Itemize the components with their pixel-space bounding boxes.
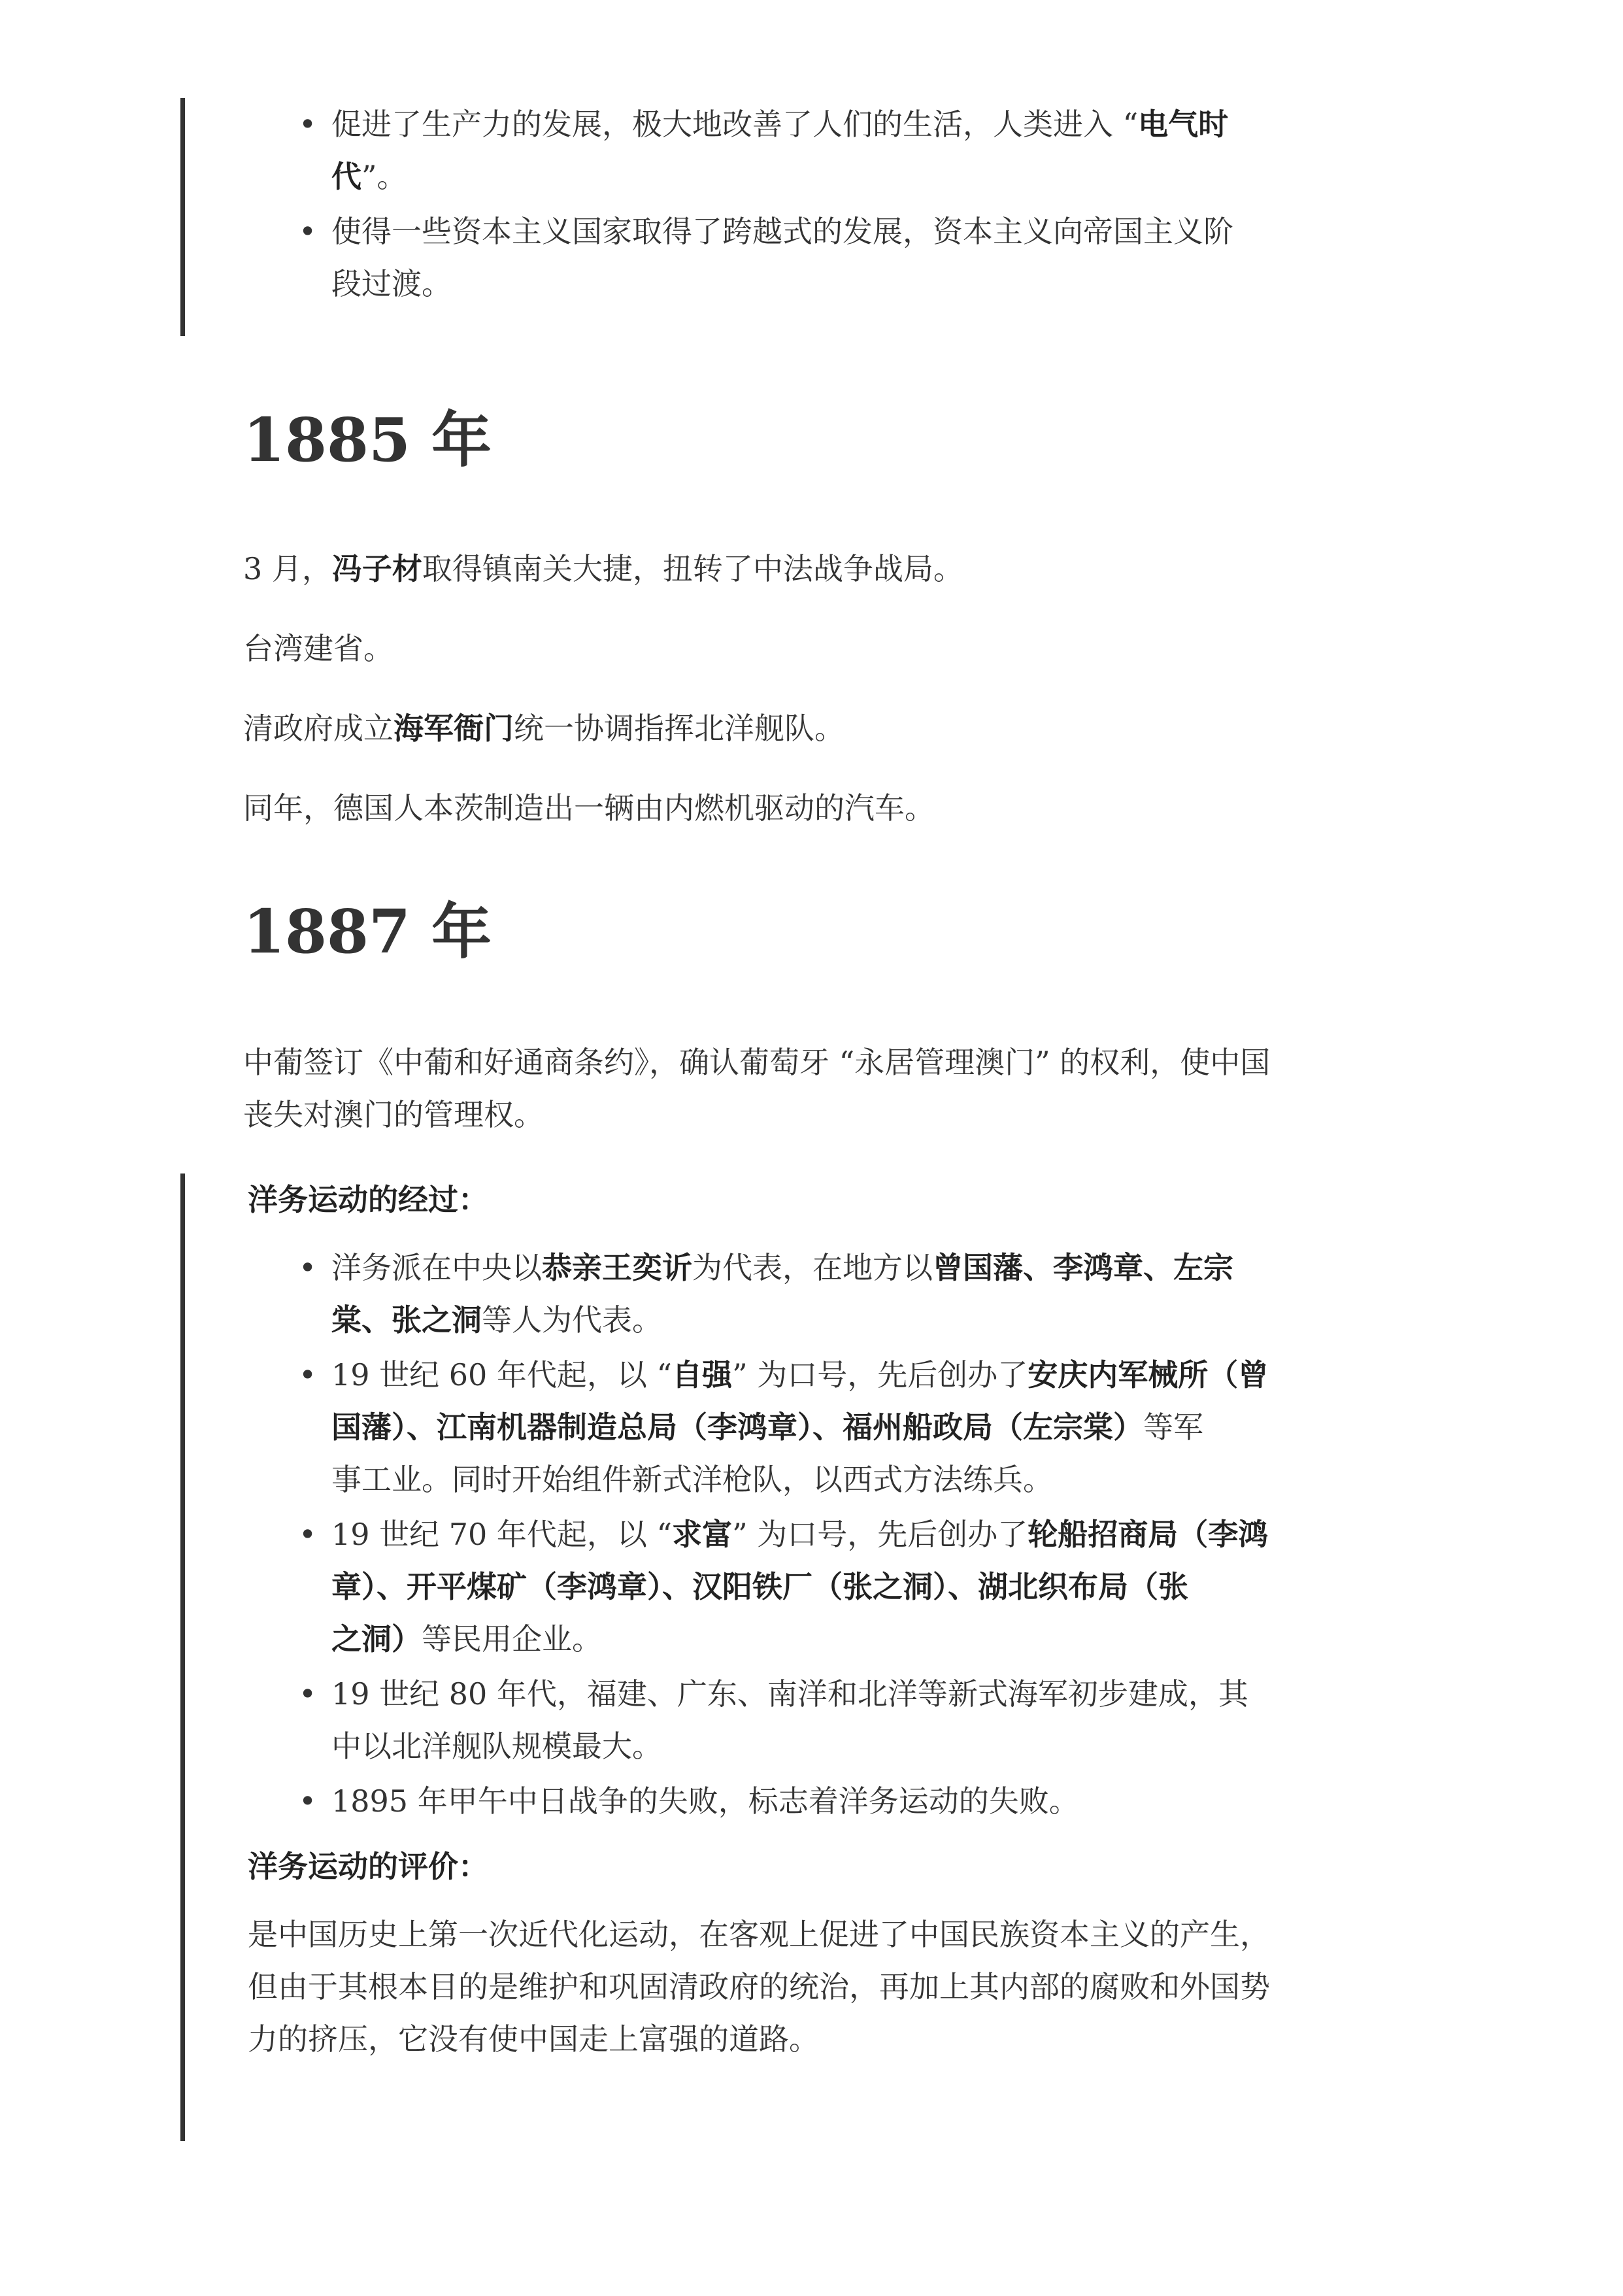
bullet-icon: • xyxy=(299,1783,317,1819)
section-1887-body xyxy=(243,1036,1420,1141)
bullet-list-process xyxy=(299,1241,1377,1827)
bullet-icon: • xyxy=(299,1357,317,1393)
paragraph-benz: 同年，德国人本茨制造出一辆由内燃机驱动的汽车。 xyxy=(243,790,935,826)
bullet-icon: • xyxy=(299,1250,317,1285)
line: 使得一些资本主义国家取得了跨越式的发展，资本主义向帝国主义阶 xyxy=(331,214,1233,249)
list-item: • 洋务派在中央以恭亲王奕䜣为代表，在地方以曾国藩、李鸿章、左宗 棠、张之洞等人为代表。 xyxy=(331,1241,1377,1346)
paragraph-navy-yamen: 清政府成立海军衙门统一协调指挥北洋舰队。 xyxy=(243,711,845,746)
paragraph-macau-treaty: 中葡签订《中葡和好通商条约》，确认葡萄牙 “永居管理澳门” 的权利，使中国 丧失对澳门的管理权。 xyxy=(243,1045,1271,1132)
section-1885-body xyxy=(243,543,1420,834)
list-item xyxy=(299,205,1377,310)
heading-process: 洋务运动的经过： xyxy=(248,1182,488,1217)
bullet-icon: • xyxy=(299,214,317,249)
list-item: • 19 世纪 60 年代起，以 “自强” 为口号，先后创办了安庆内军械所（曾 国藩）、江南机器制造总局（李鸿章）、福州船政局（左宗棠）等军 事工业。同时开始组件新式洋枪队，以西式方法练兵。 xyxy=(331,1349,1377,1506)
bullet-icon: • xyxy=(299,107,317,142)
line: 促进了生产力的发展，极大地改善了人们的生活，人类进入 “电气时 xyxy=(331,107,1229,142)
heading-evaluation: 洋务运动的评价： xyxy=(248,1849,488,1884)
list-item: • 19 世纪 70 年代起，以 “求富” 为口号，先后创办了轮船招商局（李鸿 章）、开平煤矿（李鸿章）、汉阳铁厂（张之洞）、湖北织布局（张 之洞）等民用企业。 xyxy=(331,1508,1377,1665)
blockquote-westernization xyxy=(180,1173,1427,2141)
bullet-icon: • xyxy=(299,1517,317,1552)
blockquote-electric-age xyxy=(180,98,1362,336)
bullet-list-electric-age xyxy=(299,98,1377,310)
list-item xyxy=(299,98,1377,203)
list-item: • 1895 年甲午中日战争的失败，标志着洋务运动的失败。 xyxy=(331,1775,1377,1827)
section-heading-1885: 1885 年 xyxy=(243,405,492,475)
list-item: • 19 世纪 80 年代，福建、广东、南洋和北洋等新式海军初步建成，其 中以北洋舰队规模最大。 xyxy=(331,1668,1377,1772)
bullet-icon: • xyxy=(299,1676,317,1712)
paragraph-taiwan: 台湾建省。 xyxy=(243,631,393,666)
paragraph-evaluation: 是中国历史上第一次近代化运动，在客观上促进了中国民族资本主义的产生， 但由于其根本目的是维护和巩固清政府的统治，再加上其内部的腐败和外国势 力的挤压，它没有使中国走上富强的道路。 xyxy=(248,1917,1270,2057)
section-heading-1887: 1887 年 xyxy=(243,896,492,967)
paragraph-feng-zicai: 3 月，冯子材取得镇南关大捷，扭转了中法战争战局。 xyxy=(243,551,963,586)
line: 段过渡。 xyxy=(331,266,452,301)
blockquote-content xyxy=(248,1173,1411,2065)
line: 代”。 xyxy=(331,159,407,194)
